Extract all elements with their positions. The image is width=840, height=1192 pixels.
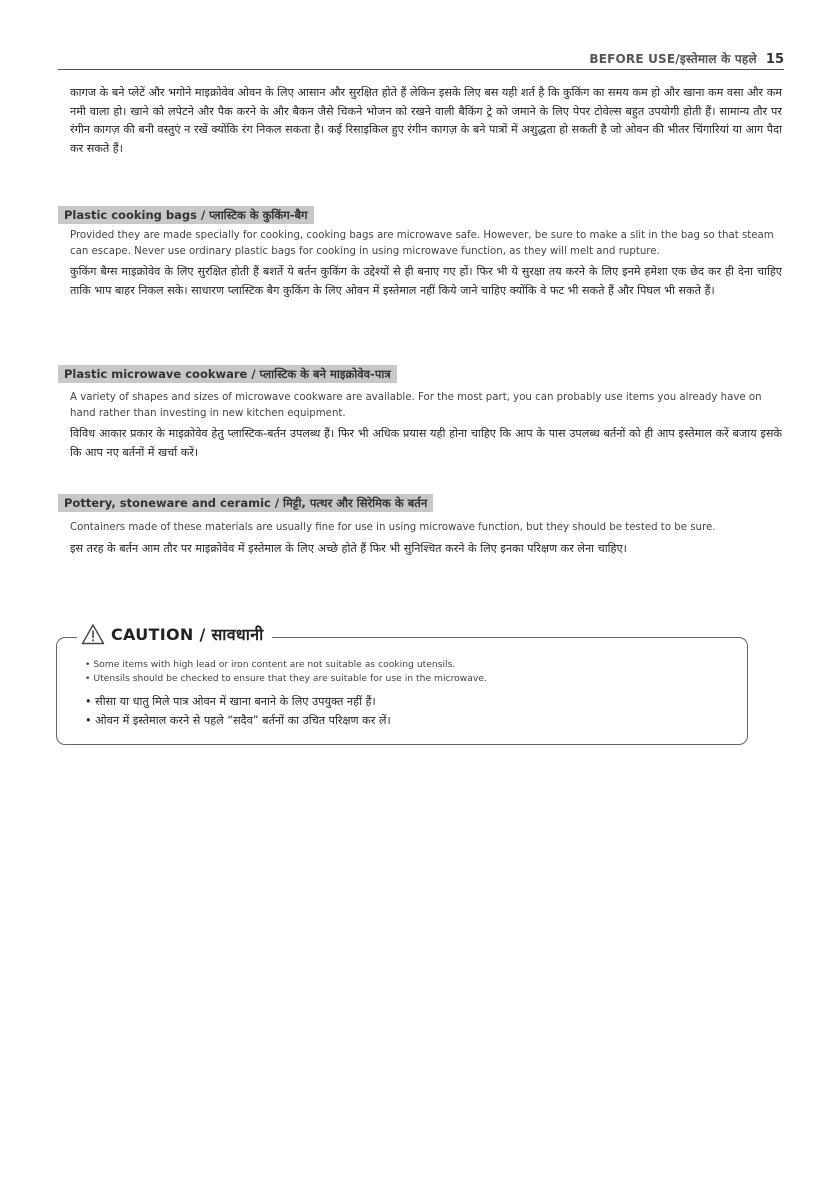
section-hindi-text: विविध आकार प्रकार के माइक्रोवेव हेतु प्लास्टिक-बर्तन उपलब्ध हैं। फिर भी अधिक प्रयास यही होना चाहिए कि आप के पास उपलब्ध बर्तनों को ही आप इस्तेमाल करें बजाय इसके कि आप नए बर्तनों में खर्चा करें। — [70, 427, 782, 459]
section-hindi-text: इस तरह के बर्तन आम तौर पर माइक्रोवेव में इस्तेमाल के लिए अच्छे होते हैं फिर भी सुनिश्चित करने के लिए इनका परिक्षण कर लेना चाहिए। — [70, 541, 627, 555]
page-number: 15 — [765, 52, 784, 67]
caution-box — [56, 625, 748, 745]
caution-english-item: • Some items with high lead or iron content are not suitable as cooking utensils. — [85, 659, 456, 670]
warning-triangle-icon — [81, 623, 105, 645]
section-body-plastic-microwave-cookware — [70, 390, 782, 462]
section-hindi-text: कुकिंग बैग्स माइक्रोवेव के लिए सुरक्षित होती हैं बशर्ते ये बर्तन कुकिंग के उद्देश्यों से ही बनाए गए हों। फिर भी ये सुरक्षा तय करने के लिए इनमे हमेशा एक छेद कर ही देना चाहिए ताकि भाप बाहर निकल सके। साधारण प्लास्टिक बैग कुकिंग के लिए ओवन में इस्तेमाल नहीं किये जाने चाहिए क्योंकि वे फट भी सकते हैं और पिघल भी सकते हैं। — [70, 265, 782, 297]
page-header — [58, 48, 784, 70]
section-title-plastic-microwave-cookware: Plastic microwave cookware / प्लास्टिक के बने माइक्रोवेव-पात्र — [58, 365, 397, 383]
section-title-pottery-stoneware-ceramic: Pottery, stoneware and ceramic / मिट्टी, पत्थर और सिरेमिक के बर्तन — [58, 494, 433, 512]
section-english-text: Containers made of these materials are usually fine for use in using microwave function, but they should be tested to be sure. — [70, 522, 716, 533]
section-body-plastic-cooking-bags — [70, 228, 782, 300]
section-title-plastic-cooking-bags: Plastic cooking bags / प्लास्टिक के कुकिंग-बैग — [58, 206, 314, 224]
caution-hindi-item: • सीसा या धातु मिले पात्र ओवन में खाना बनाने के लिए उपयुक्त नहीं हैं। — [85, 694, 376, 708]
caution-title: CAUTION / सावधानी — [111, 625, 264, 644]
section-english-text: Provided they are made specially for cooking, cooking bags are microwave safe. However, be sure to make a slit in the bag so that steam can escape. Never use ordinary plastic bags for cooking in using microwave function, as they will melt and rupture. — [70, 230, 774, 257]
caution-hindi-item: • ओवन में इस्तेमाल करने से पहले “सदैव” बर्तनों का उचित परिक्षण कर लें। — [85, 713, 391, 727]
caution-list — [85, 658, 735, 730]
intro-paragraph — [70, 84, 782, 158]
caution-header — [77, 623, 272, 645]
caution-english-item: • Utensils should be checked to ensure that they are suitable for use in the microwave. — [85, 672, 487, 684]
section-english-text: A variety of shapes and sizes of microwave cookware are available. For the most part, you can probably use items you already have on hand rather than investing in new kitchen equipment. — [70, 392, 762, 419]
intro-hindi-text: कागज के बने प्लेटें और भगोने माइक्रोवेव ओवन के लिए आसान और सुरक्षित होते हैं लेकिन इसके लिए बस यही शर्त है कि कुकिंग का समय कम हो और खाना कम वसा और कम नमी वाला हो। खाने को लपेटने और पैक करने के और बैकन जैसे चिकने भोजन को रखने वाली बैकिंग ट्रे को जमाने के लिए पेपर टोवेल्स बहुत उपयोगी होती हैं। सामान्य तौर पर रंगीन कागज़ की बनी वस्तुएं न रखें क्योंकि रंग निकल सकता है। कई रिसाइकिल हुए रंगीन कागज़ के बने पात्रों में अशुद्धता हो सकती है जो ओवन की भीतर चिंगारियां या आग पैदा कर सकते हैं। — [70, 86, 782, 155]
section-label: BEFORE USE/इस्तेमाल के पहले — [589, 52, 757, 66]
section-body-pottery-stoneware-ceramic — [70, 520, 782, 558]
